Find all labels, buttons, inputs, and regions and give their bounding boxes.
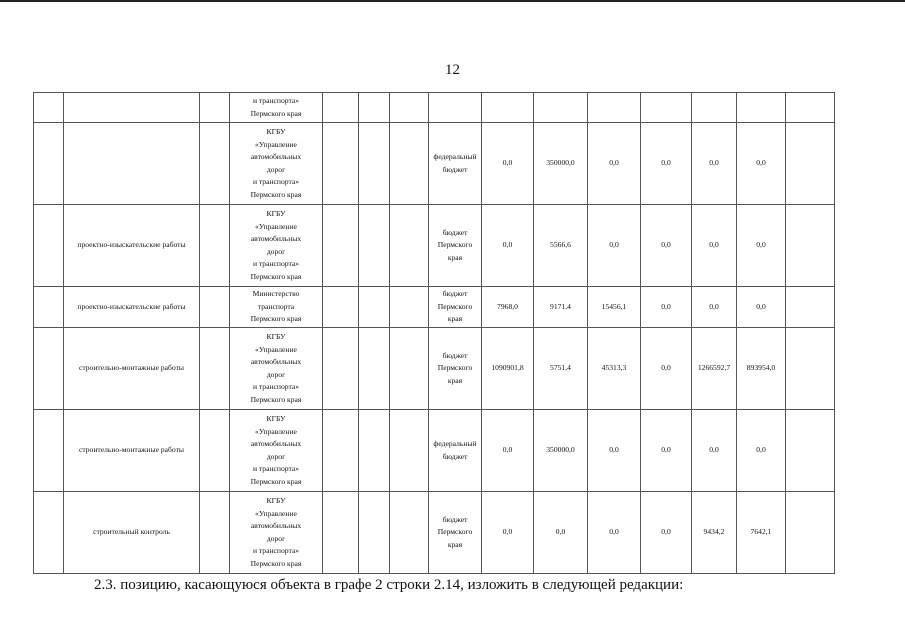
work-type-cell: проектно-изыскательские работы xyxy=(64,287,200,328)
budget-source-cell xyxy=(429,492,482,574)
budget-line: бюджет xyxy=(442,289,468,299)
organization-line: дорог xyxy=(266,451,286,461)
row-number-cell xyxy=(34,492,64,574)
organization-cell xyxy=(230,93,323,123)
work-type-cell xyxy=(64,93,200,123)
organization-line: Пермского края xyxy=(250,271,302,281)
empty-cell xyxy=(359,287,390,328)
budget-line: Пермского края xyxy=(437,527,473,549)
table-row xyxy=(34,93,890,123)
budget-source-cell xyxy=(429,287,482,328)
empty-cell xyxy=(390,93,429,123)
organization-line: и транспорта» xyxy=(252,177,300,186)
organization-line: автомобильных xyxy=(250,234,302,243)
organization-line: дорог xyxy=(266,164,286,174)
empty-cell xyxy=(359,123,390,205)
table-row xyxy=(34,205,890,287)
organization-cell xyxy=(230,123,323,205)
empty-cell xyxy=(359,328,390,410)
value-col-5: 9434,2 xyxy=(692,492,737,574)
organization-cell xyxy=(230,492,323,574)
empty-cell xyxy=(390,205,429,287)
page-number: 12 xyxy=(445,62,460,78)
work-type-cell: строительный контроль xyxy=(64,492,200,574)
value-col-6: 0,0 xyxy=(737,123,786,205)
organization-line: «Управление xyxy=(255,221,297,231)
organization-line: и транспорта» xyxy=(252,464,300,473)
organization-line: Пермского края xyxy=(250,476,302,486)
empty-cell xyxy=(786,410,835,492)
organization-line: Пермского края xyxy=(250,189,302,199)
value-col-5: 0,0 xyxy=(692,205,737,287)
row-number-cell xyxy=(34,328,64,410)
table-row xyxy=(34,123,890,205)
value-col-6: 0,0 xyxy=(737,410,786,492)
value-col-5: 0,0 xyxy=(692,410,737,492)
page-top-edge xyxy=(0,0,905,2)
value-col-1: 0,0 xyxy=(482,205,534,287)
table-row xyxy=(34,287,890,328)
amendment-text: 2.3. позицию, касающуюся объекта в графе 2 строки 2.14, изложить в следующей редакции: xyxy=(94,577,684,593)
work-type-cell: проектно-изыскательские работы xyxy=(64,205,200,287)
budget-source-cell xyxy=(429,328,482,410)
budget-source-cell xyxy=(429,123,482,205)
row-number-cell xyxy=(34,93,64,123)
empty-cell xyxy=(359,205,390,287)
value-col-4: 0,0 xyxy=(641,328,692,410)
budget-line: федеральный xyxy=(433,439,477,448)
value-col-1: 7968,0 xyxy=(482,287,534,328)
budget-source-cell xyxy=(429,93,482,123)
value-col-3: 15456,1 xyxy=(588,287,641,328)
organization-line: и транспорта» xyxy=(252,96,300,105)
value-col-4: 0,0 xyxy=(641,492,692,574)
empty-cell xyxy=(390,410,429,492)
organization-line: КГБУ xyxy=(266,414,286,423)
value-col-1: 1090901,8 xyxy=(482,328,534,410)
empty-cell xyxy=(200,287,230,328)
value-col-1: 0,0 xyxy=(482,123,534,205)
table-row xyxy=(34,328,890,410)
empty-cell xyxy=(200,123,230,205)
table-row xyxy=(34,410,890,492)
work-type-cell: строительно-монтажные работы xyxy=(64,328,200,410)
budget-line: федеральный xyxy=(433,152,477,161)
empty-cell xyxy=(200,205,230,287)
organization-line: и транспорта» xyxy=(252,259,300,268)
value-col-4: 0,0 xyxy=(641,287,692,328)
table-body xyxy=(34,93,890,574)
empty-cell xyxy=(786,123,835,205)
row-number-cell xyxy=(34,123,64,205)
value-col-4: 0,0 xyxy=(641,410,692,492)
table-row xyxy=(34,492,890,574)
value-col-2 xyxy=(534,93,588,123)
budget-line: Пермского края xyxy=(437,363,473,385)
value-col-5: 0,0 xyxy=(692,123,737,205)
organization-line: дорог xyxy=(266,369,286,379)
organization-line: и транспорта» xyxy=(252,546,300,555)
budget-line: Пермского края xyxy=(437,301,473,324)
value-col-3: 0,0 xyxy=(588,123,641,205)
organization-line: «Управление xyxy=(255,139,297,149)
budget-table xyxy=(33,92,890,574)
value-col-5: 1266592,7 xyxy=(692,328,737,410)
value-col-4 xyxy=(641,93,692,123)
organization-line: автомобильных xyxy=(250,357,302,366)
empty-cell xyxy=(786,205,835,287)
empty-cell xyxy=(359,492,390,574)
empty-cell xyxy=(200,328,230,410)
empty-cell xyxy=(323,123,359,205)
organization-line: дорог xyxy=(266,533,286,543)
organization-line: «Управление xyxy=(255,426,297,436)
value-col-2: 5566,6 xyxy=(534,205,588,287)
value-col-2: 5751,4 xyxy=(534,328,588,410)
organization-line: транспорта xyxy=(257,301,295,311)
empty-cell xyxy=(323,93,359,123)
value-col-5 xyxy=(692,93,737,123)
budget-line: бюджет xyxy=(442,451,468,461)
empty-cell xyxy=(323,328,359,410)
organization-line: дорог xyxy=(266,246,286,256)
value-col-3: 0,0 xyxy=(588,205,641,287)
row-number-cell xyxy=(34,410,64,492)
organization-line: Министерство xyxy=(252,289,300,299)
empty-cell xyxy=(359,93,390,123)
empty-cell xyxy=(200,410,230,492)
organization-cell xyxy=(230,328,323,410)
organization-cell xyxy=(230,410,323,492)
row-number-cell xyxy=(34,205,64,287)
empty-cell xyxy=(323,205,359,287)
value-col-1 xyxy=(482,93,534,123)
organization-line: Пермского края xyxy=(250,394,302,404)
empty-cell xyxy=(359,410,390,492)
organization-line: КГБУ xyxy=(266,332,286,341)
empty-cell xyxy=(390,287,429,328)
empty-cell xyxy=(390,492,429,574)
budget-line: Пермского края xyxy=(437,240,473,262)
value-col-1: 0,0 xyxy=(482,492,534,574)
budget-source-cell xyxy=(429,205,482,287)
value-col-5: 0,0 xyxy=(692,287,737,328)
empty-cell xyxy=(390,328,429,410)
organization-line: КГБУ xyxy=(266,127,286,136)
row-number-cell xyxy=(34,287,64,328)
organization-line: автомобильных xyxy=(250,521,302,530)
empty-cell xyxy=(200,492,230,574)
organization-line: Пермского края xyxy=(250,314,302,324)
value-col-1: 0,0 xyxy=(482,410,534,492)
organization-line: Пермского края xyxy=(250,108,302,118)
value-col-6: 893954,0 xyxy=(737,328,786,410)
value-col-6 xyxy=(737,93,786,123)
empty-cell xyxy=(786,328,835,410)
value-col-4: 0,0 xyxy=(641,205,692,287)
budget-line: бюджет xyxy=(442,514,468,524)
empty-cell xyxy=(200,93,230,123)
value-col-3: 0,0 xyxy=(588,410,641,492)
organization-line: и транспорта» xyxy=(252,382,300,391)
value-col-4: 0,0 xyxy=(641,123,692,205)
empty-cell xyxy=(323,492,359,574)
budget-source-cell xyxy=(429,410,482,492)
value-col-3 xyxy=(588,93,641,123)
value-col-6: 7642,1 xyxy=(737,492,786,574)
value-col-2: 350000,0 xyxy=(534,410,588,492)
value-col-3: 45313,3 xyxy=(588,328,641,410)
organization-line: КГБУ xyxy=(266,496,286,505)
budget-line: бюджет xyxy=(442,164,468,174)
empty-cell xyxy=(786,492,835,574)
empty-cell xyxy=(786,93,835,123)
value-col-2: 350000,0 xyxy=(534,123,588,205)
organization-line: «Управление xyxy=(255,508,297,518)
work-type-cell: строительно-монтажные работы xyxy=(64,410,200,492)
value-col-2: 0,0 xyxy=(534,492,588,574)
organization-line: Пермского края xyxy=(250,558,302,568)
empty-cell xyxy=(323,410,359,492)
value-col-6: 0,0 xyxy=(737,287,786,328)
value-col-6: 0,0 xyxy=(737,205,786,287)
organization-line: «Управление xyxy=(255,344,297,354)
empty-cell xyxy=(390,123,429,205)
work-type-cell xyxy=(64,123,200,205)
organization-cell xyxy=(230,287,323,328)
budget-line: бюджет xyxy=(442,227,468,237)
organization-line: автомобильных xyxy=(250,439,302,448)
organization-line: автомобильных xyxy=(250,152,302,161)
value-col-2: 9171,4 xyxy=(534,287,588,328)
empty-cell xyxy=(786,287,835,328)
organization-line: КГБУ xyxy=(266,209,286,218)
budget-line: бюджет xyxy=(442,350,468,360)
value-col-3: 0,0 xyxy=(588,492,641,574)
organization-cell xyxy=(230,205,323,287)
empty-cell xyxy=(323,287,359,328)
